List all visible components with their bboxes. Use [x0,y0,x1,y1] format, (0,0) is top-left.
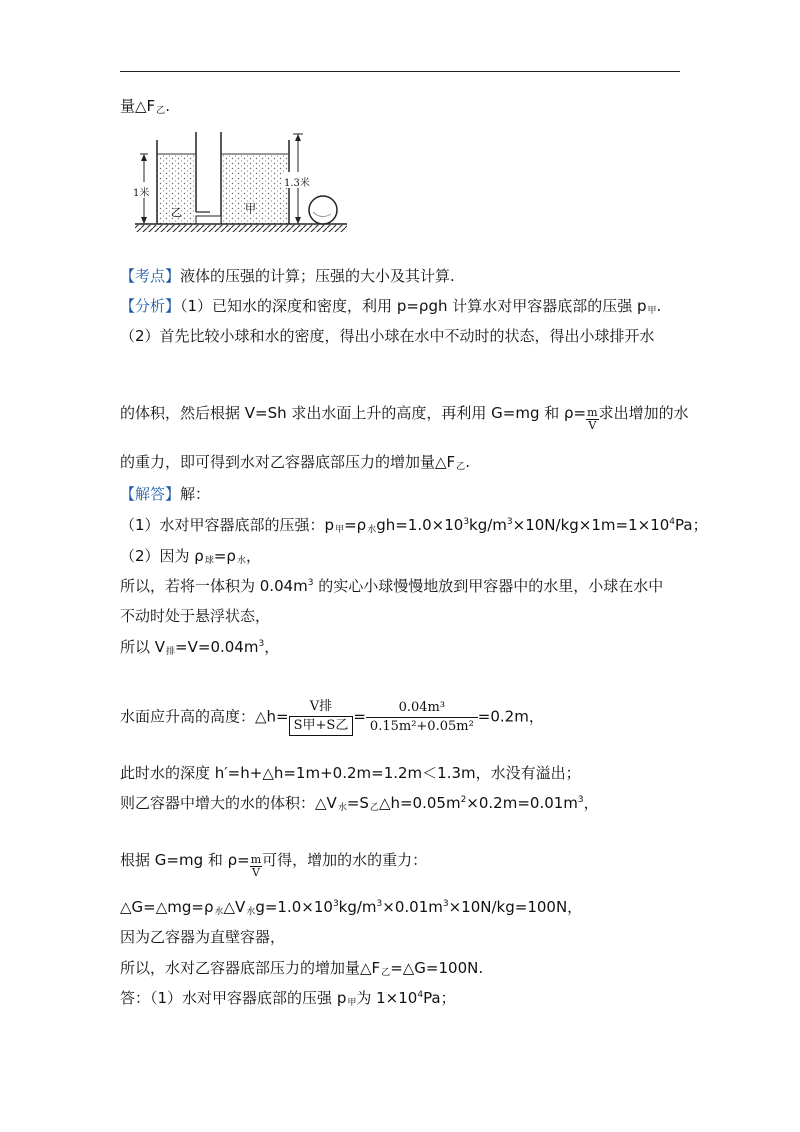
fraction-m-over-v: $\frac{m}{V}$ [587,406,598,432]
container-svg [135,132,350,240]
label-yi: 乙 [171,206,182,219]
fenxi-line-2: （2）首先比较小球和水的密度，得出小球在水中不动时的状态，得出小球排开水 [120,327,655,345]
solution-step-10: △G=△mg=ρ水△V水$g=1.0\times 10^3kg/m^3\times 0.01m^3\times 10N/kg=100N$， [120,898,583,917]
solution-step-11: 因为乙容器为直壁容器， [120,928,286,946]
solution-step-5: 所以 V排$=V=0.04m^3$， [120,638,280,657]
solution-step-9: 根据 G=mg 和 ρ= $\frac{m}{V}$ 可得，增加的水的重力： [120,851,428,879]
fenxi-line-1: 【分析】（1）已知水的深度和密度，利用 p=ρgh 计算水对甲容器底部的压强 p甲. [120,297,662,316]
label-1-3m: 1.3米 [284,178,310,189]
solution-step-4: 不动时处于悬浮状态， [120,607,271,625]
fenxi-line-3: 的体积，然后根据 V=Sh 求出水面上升的高度，再利用 G=mg 和 ρ= $\frac{m}{V}$ 求出增加的水 [120,404,689,432]
solution-step-1: （1）水对甲容器底部的压强：p甲=ρ水$gh=1.0\times 10^3kg/m^3\times 10N/kg\times 1m=1\times 10^4Pa$； [120,516,708,535]
intro-line: 量△F乙. [120,97,170,116]
solution-step-12: 所以，水对乙容器底部压力的增加量△F乙=△G=100N. [120,959,484,978]
kaodian-tag: 【考点】 [120,267,181,285]
solution-step-2: （2）因为 ρ球=ρ水， [120,547,261,566]
solution-step-6: 水面应升高的高度：△h= $\frac{\text{V排}}{\text{S甲+S乙}}$ = $\frac{\text{0.04m³}}{\text{0.15m²+0.05m²}}$ =0.2m， [120,698,544,736]
fenxi-tag: 【分析】 [120,297,181,315]
fenxi-line-4: 的重力，即可得到水对乙容器底部压力的增加量△F乙. [120,453,470,472]
label-1m: 1米 [133,188,150,199]
solution-step-7: 此时水的深度 h′=h+△h=1m+0.2m=1.2m＜1.3m，水没有溢出； [120,764,581,782]
solution-step-8: 则乙容器中增大的水的体积：△V水=S乙$\triangle h=0.05m^2\times 0.2m=0.01m^3$， [120,794,599,813]
fraction-numeric: $\frac{\text{0.04m³}}{\text{0.15m²+0.05m²}}$ [366,699,478,736]
label-jia: 甲 [245,202,256,215]
header-rule [120,71,680,72]
solution-step-3: 所以，若将一体积为 $0.04m^3$ 的实心小球慢慢地放到甲容器中的水里，小球在水中 [120,577,664,595]
container-diagram [135,132,350,244]
jieda-tag: 【解答】 [120,485,181,503]
fraction-m-over-v-2: $\frac{m}{V}$ [250,853,262,879]
fraction-v-over-s: $\frac{\text{V排}}{\text{S甲+S乙}}$ [289,698,354,736]
jieda-line: 【解答】解： [120,485,211,503]
answer-line-1: 答：（1）水对甲容器底部的压强 p甲为 $1\times 10^4Pa$； [120,989,456,1008]
kaodian-line: 【考点】液体的压强的计算；压强的大小及其计算. [120,267,455,285]
